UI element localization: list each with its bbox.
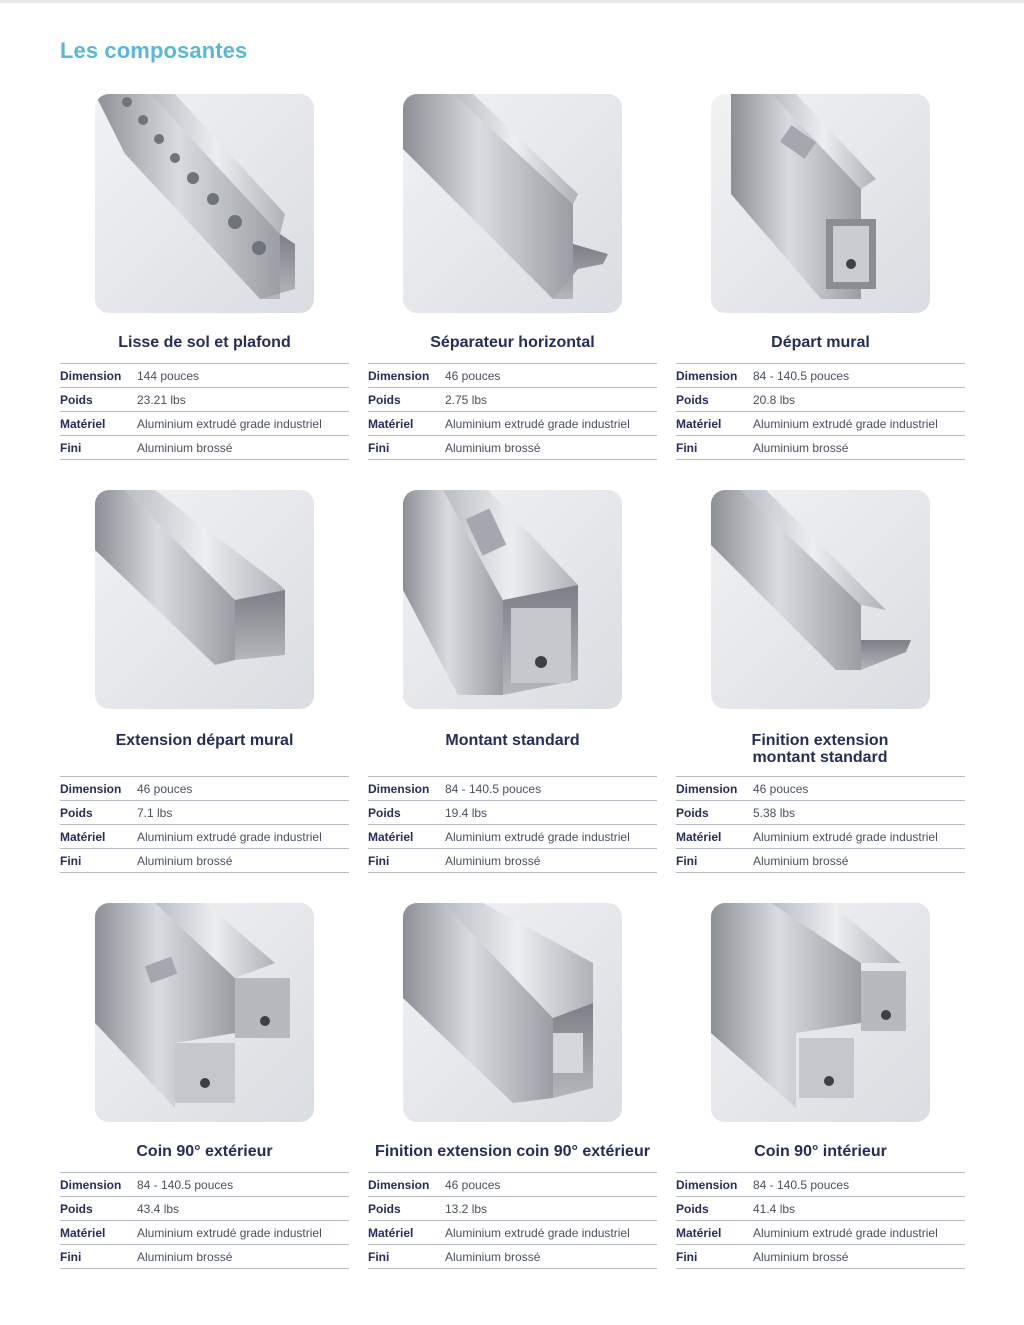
spec-value: Aluminium extrudé grade industriel	[137, 1221, 349, 1245]
spec-value: Aluminium brossé	[137, 849, 349, 873]
specs-table	[368, 363, 657, 460]
spec-label: Matériel	[368, 412, 445, 436]
spec-value: Aluminium extrudé grade industriel	[445, 412, 657, 436]
spec-label: Fini	[60, 849, 137, 873]
spec-row-materiel	[368, 825, 657, 849]
spec-label: Matériel	[676, 412, 753, 436]
spec-row-fini	[676, 1245, 965, 1269]
spec-row-fini	[368, 436, 657, 460]
spec-label: Matériel	[60, 825, 137, 849]
spec-value: 5.38 lbs	[753, 801, 965, 825]
component-name: Séparateur horizontal	[430, 334, 595, 351]
component-photo	[403, 490, 622, 709]
spec-label: Fini	[676, 436, 753, 460]
specs-table	[676, 363, 965, 460]
component-name: Coin 90° intérieur	[754, 1143, 887, 1160]
spec-value: Aluminium brossé	[753, 849, 965, 873]
standard-post-extension-finish-photo-icon	[711, 490, 930, 709]
component-name: Lisse de sol et plafond	[118, 334, 291, 351]
spec-row-poids	[60, 388, 349, 412]
spec-row-dimension	[60, 364, 349, 388]
spec-label: Fini	[676, 849, 753, 873]
spec-row-poids	[60, 801, 349, 825]
spec-value: Aluminium extrudé grade industriel	[753, 825, 965, 849]
spec-value: Aluminium extrudé grade industriel	[137, 412, 349, 436]
spec-value: 43.4 lbs	[137, 1197, 349, 1221]
specs-table	[60, 1172, 349, 1269]
component-name: Extension départ mural	[115, 732, 294, 749]
component-name: Coin 90° extérieur	[136, 1143, 273, 1160]
component-photo	[403, 94, 622, 313]
specs-table	[676, 1172, 965, 1269]
standard-post-photo-icon	[403, 490, 622, 709]
inner-corner-photo-icon	[711, 903, 930, 1122]
spec-label: Fini	[368, 849, 445, 873]
specs-table	[368, 1172, 657, 1269]
floor-ceiling-rail-photo-icon	[95, 94, 314, 313]
spec-label: Dimension	[60, 777, 137, 801]
spec-label: Poids	[676, 1197, 753, 1221]
spec-value: 46 pouces	[137, 777, 349, 801]
spec-label: Dimension	[368, 364, 445, 388]
spec-value: Aluminium brossé	[137, 436, 349, 460]
spec-row-dimension	[368, 777, 657, 801]
spec-label: Dimension	[60, 1173, 137, 1197]
spec-value: Aluminium extrudé grade industriel	[137, 825, 349, 849]
component-photo	[711, 94, 930, 313]
spec-value: 84 - 140.5 pouces	[753, 364, 965, 388]
spec-value: Aluminium brossé	[753, 436, 965, 460]
spec-value: 84 - 140.5 pouces	[753, 1173, 965, 1197]
spec-label: Fini	[676, 1245, 753, 1269]
component-photo	[95, 903, 314, 1122]
spec-row-fini	[60, 1245, 349, 1269]
spec-value: 23.21 lbs	[137, 388, 349, 412]
spec-label: Fini	[60, 1245, 137, 1269]
spec-row-dimension	[676, 1173, 965, 1197]
spec-value: 19.4 lbs	[445, 801, 657, 825]
component-photo	[711, 490, 930, 709]
spec-label: Fini	[368, 1245, 445, 1269]
spec-row-materiel	[676, 825, 965, 849]
spec-value: Aluminium brossé	[445, 1245, 657, 1269]
component-photo	[403, 903, 622, 1122]
spec-label: Matériel	[60, 412, 137, 436]
spec-row-fini	[676, 849, 965, 873]
spec-value: Aluminium extrudé grade industriel	[753, 412, 965, 436]
spec-value: 46 pouces	[445, 364, 657, 388]
spec-label: Dimension	[676, 777, 753, 801]
spec-row-fini	[60, 849, 349, 873]
specs-table	[60, 776, 349, 873]
specs-table	[60, 363, 349, 460]
spec-row-dimension	[368, 1173, 657, 1197]
wall-start-photo-icon	[711, 94, 930, 313]
spec-value: Aluminium brossé	[137, 1245, 349, 1269]
spec-label: Poids	[368, 388, 445, 412]
spec-row-dimension	[60, 777, 349, 801]
spec-value: Aluminium extrudé grade industriel	[445, 825, 657, 849]
spec-value: 41.4 lbs	[753, 1197, 965, 1221]
spec-label: Matériel	[676, 825, 753, 849]
spec-row-poids	[676, 1197, 965, 1221]
spec-row-poids	[60, 1197, 349, 1221]
spec-label: Fini	[368, 436, 445, 460]
spec-row-materiel	[60, 825, 349, 849]
component-name: Départ mural	[771, 334, 870, 351]
component-photo	[95, 490, 314, 709]
spec-label: Poids	[676, 388, 753, 412]
spec-label: Matériel	[368, 1221, 445, 1245]
spec-row-poids	[368, 1197, 657, 1221]
wall-start-extension-photo-icon	[95, 490, 314, 709]
spec-row-materiel	[676, 1221, 965, 1245]
spec-label: Poids	[676, 801, 753, 825]
component-name: Finition extension montant standard	[751, 732, 889, 766]
spec-row-materiel	[676, 412, 965, 436]
spec-row-materiel	[60, 1221, 349, 1245]
spec-label: Poids	[60, 1197, 137, 1221]
spec-value: Aluminium brossé	[753, 1245, 965, 1269]
spec-row-poids	[676, 388, 965, 412]
spec-label: Fini	[60, 436, 137, 460]
spec-row-fini	[368, 1245, 657, 1269]
spec-value: Aluminium extrudé grade industriel	[753, 1221, 965, 1245]
spec-value: 46 pouces	[753, 777, 965, 801]
spec-value: 84 - 140.5 pouces	[445, 777, 657, 801]
spec-row-materiel	[368, 412, 657, 436]
spec-label: Poids	[60, 801, 137, 825]
spec-label: Poids	[60, 388, 137, 412]
horizontal-separator-photo-icon	[403, 94, 622, 313]
specs-table	[676, 776, 965, 873]
component-name: Montant standard	[445, 732, 580, 749]
spec-value: Aluminium brossé	[445, 849, 657, 873]
outer-corner-extension-finish-photo-icon	[403, 903, 622, 1122]
spec-value: 13.2 lbs	[445, 1197, 657, 1221]
spec-label: Dimension	[368, 777, 445, 801]
spec-value: 7.1 lbs	[137, 801, 349, 825]
spec-row-fini	[60, 436, 349, 460]
spec-label: Matériel	[676, 1221, 753, 1245]
spec-row-dimension	[60, 1173, 349, 1197]
component-name: Finition extension coin 90° extérieur	[375, 1143, 650, 1160]
outer-corner-photo-icon	[95, 903, 314, 1122]
spec-value: 20.8 lbs	[753, 388, 965, 412]
spec-value: Aluminium extrudé grade industriel	[445, 1221, 657, 1245]
spec-label: Poids	[368, 1197, 445, 1221]
spec-row-fini	[676, 436, 965, 460]
spec-row-materiel	[60, 412, 349, 436]
spec-value: 84 - 140.5 pouces	[137, 1173, 349, 1197]
spec-row-dimension	[368, 364, 657, 388]
spec-label: Dimension	[60, 364, 137, 388]
spec-row-fini	[368, 849, 657, 873]
spec-row-poids	[676, 801, 965, 825]
spec-value: Aluminium brossé	[445, 436, 657, 460]
spec-value: 46 pouces	[445, 1173, 657, 1197]
page-title: Les composantes	[60, 38, 248, 63]
component-photo	[711, 903, 930, 1122]
spec-label: Dimension	[676, 364, 753, 388]
spec-value: 2.75 lbs	[445, 388, 657, 412]
spec-value: 144 pouces	[137, 364, 349, 388]
spec-label: Matériel	[60, 1221, 137, 1245]
spec-row-materiel	[368, 1221, 657, 1245]
spec-label: Dimension	[676, 1173, 753, 1197]
component-photo	[95, 94, 314, 313]
spec-row-dimension	[676, 777, 965, 801]
spec-label: Dimension	[368, 1173, 445, 1197]
spec-row-dimension	[676, 364, 965, 388]
spec-label: Poids	[368, 801, 445, 825]
specs-table	[368, 776, 657, 873]
spec-row-poids	[368, 388, 657, 412]
spec-row-poids	[368, 801, 657, 825]
spec-label: Matériel	[368, 825, 445, 849]
